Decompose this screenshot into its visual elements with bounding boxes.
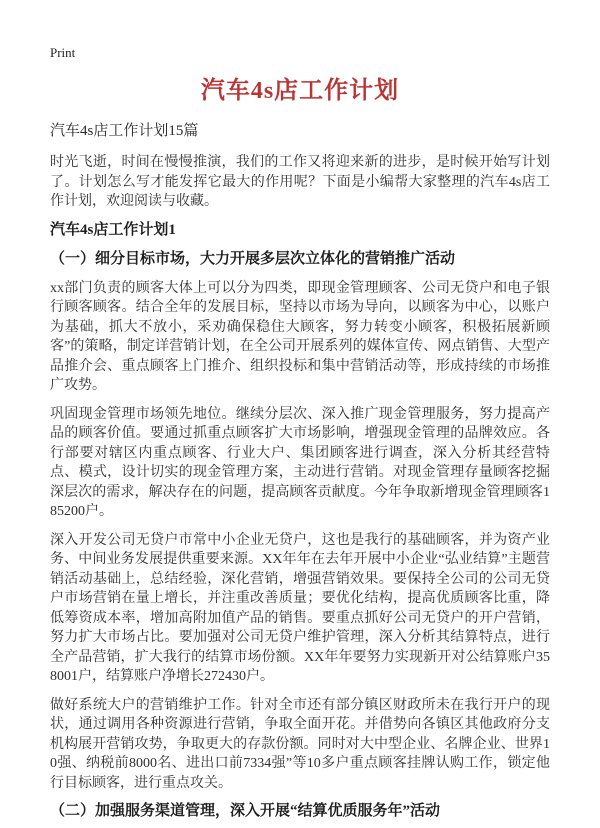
section-heading-part-1: （一）细分目标市场，大力开展多层次立体化的营销推广活动 [50, 250, 456, 267]
page-title: 汽车4s店工作计划 [200, 78, 400, 104]
section-heading-part-2: （二）加强服务渠道管理，深入开展“结算优质服务年”活动 [50, 803, 441, 819]
print-button[interactable]: Print [50, 45, 76, 60]
section-heading-plan-1: 汽车4s店工作计划1 [50, 221, 176, 238]
paragraph-intro: 时光飞逝，时间在慢慢推演，我们的工作又将迎来新的进步，是时候开始写计划了。计划怎么写才能发挥它最大的作用呢？下面是小编帮大家整理的汽车4s店工作计划，欢迎阅读与收藏。 [50, 155, 550, 209]
paragraph-key-accounts: 做好系统大户的营销维护工作。针对全市还有部分镇区财政所未在我行开户的现状，通过调用各种资源进行营销，争取全面开花。并借势向各镇区其他政府分支机构展开营销攻势，争取更大的存款份额。同时对大中型企业、名牌企业、世界10强、纳税前8000名、进出口前7334强”等10多户重点顾客挂牌认购工作，锁定他行目标顾客，进行重点攻关。 [50, 697, 550, 791]
paragraph-cash-management: 巩固现金管理市场领先地位。继续分层次、深入推广现金管理服务，努力提高产品的顾客价值。要通过抓重点顾客扩大市场影响，增强现金管理的品牌效应。各行部要对辖区内重点顾客、行业大户、集团顾客进行调查，深入分析其经营特点、模式，设计切实的现金管理方案，主动进行营销。对现金管理存量顾客挖掘深层次的需求，解决存在的问题，提高顾客贡献度。今年争取新增现金管理顾客185200户。 [50, 406, 550, 519]
doc-subtitle: 汽车4s店工作计划15篇 [50, 123, 199, 139]
paragraph-customer-segments: xx部门负责的顾客大体上可以分为四类，即现金管理顾客、公司无贷户和电子银行顾客顾客。结合全年的发展目标，坚持以市场为导向，以顾客为中心，以账户为基础，抓大不放小，采劝确保稳住大顾客，努力转变小顾客，积极拓展新顾客”的策略，制定详营销计划，在全公司开展系列的媒体宣传、网点销售、大型产品推介会、重点顾客上门推介、组织投标和集中营销活动等，形成持续的市场推广攻势。 [50, 280, 550, 393]
paragraph-no-loan-accounts: 深入开发公司无贷户市常中小企业无贷户，这也是我行的基础顾客，并为资产业务、中间业务发展提供重要来源。XX年年在去年开展中小企业“弘业结算”主题营销活动基础上，总结经验，深化营销，增强营销效果。要保持全公司的公司无贷户市场营销在量上增长，并注重改善质量；要优化结构，提高优质顾客比重，降低筹资成本率，增加高附加值产品的销售。要重点抓好公司无贷户的开户营销，努力扩大市场占比。要加强对公司无贷户维护管理，深入分析其结算特点，进行全产品营销，扩大我行的结算市场份额。XX年年要努力实现新开对公结算账户358001户，结算账户净增长272430户。 [50, 532, 550, 684]
